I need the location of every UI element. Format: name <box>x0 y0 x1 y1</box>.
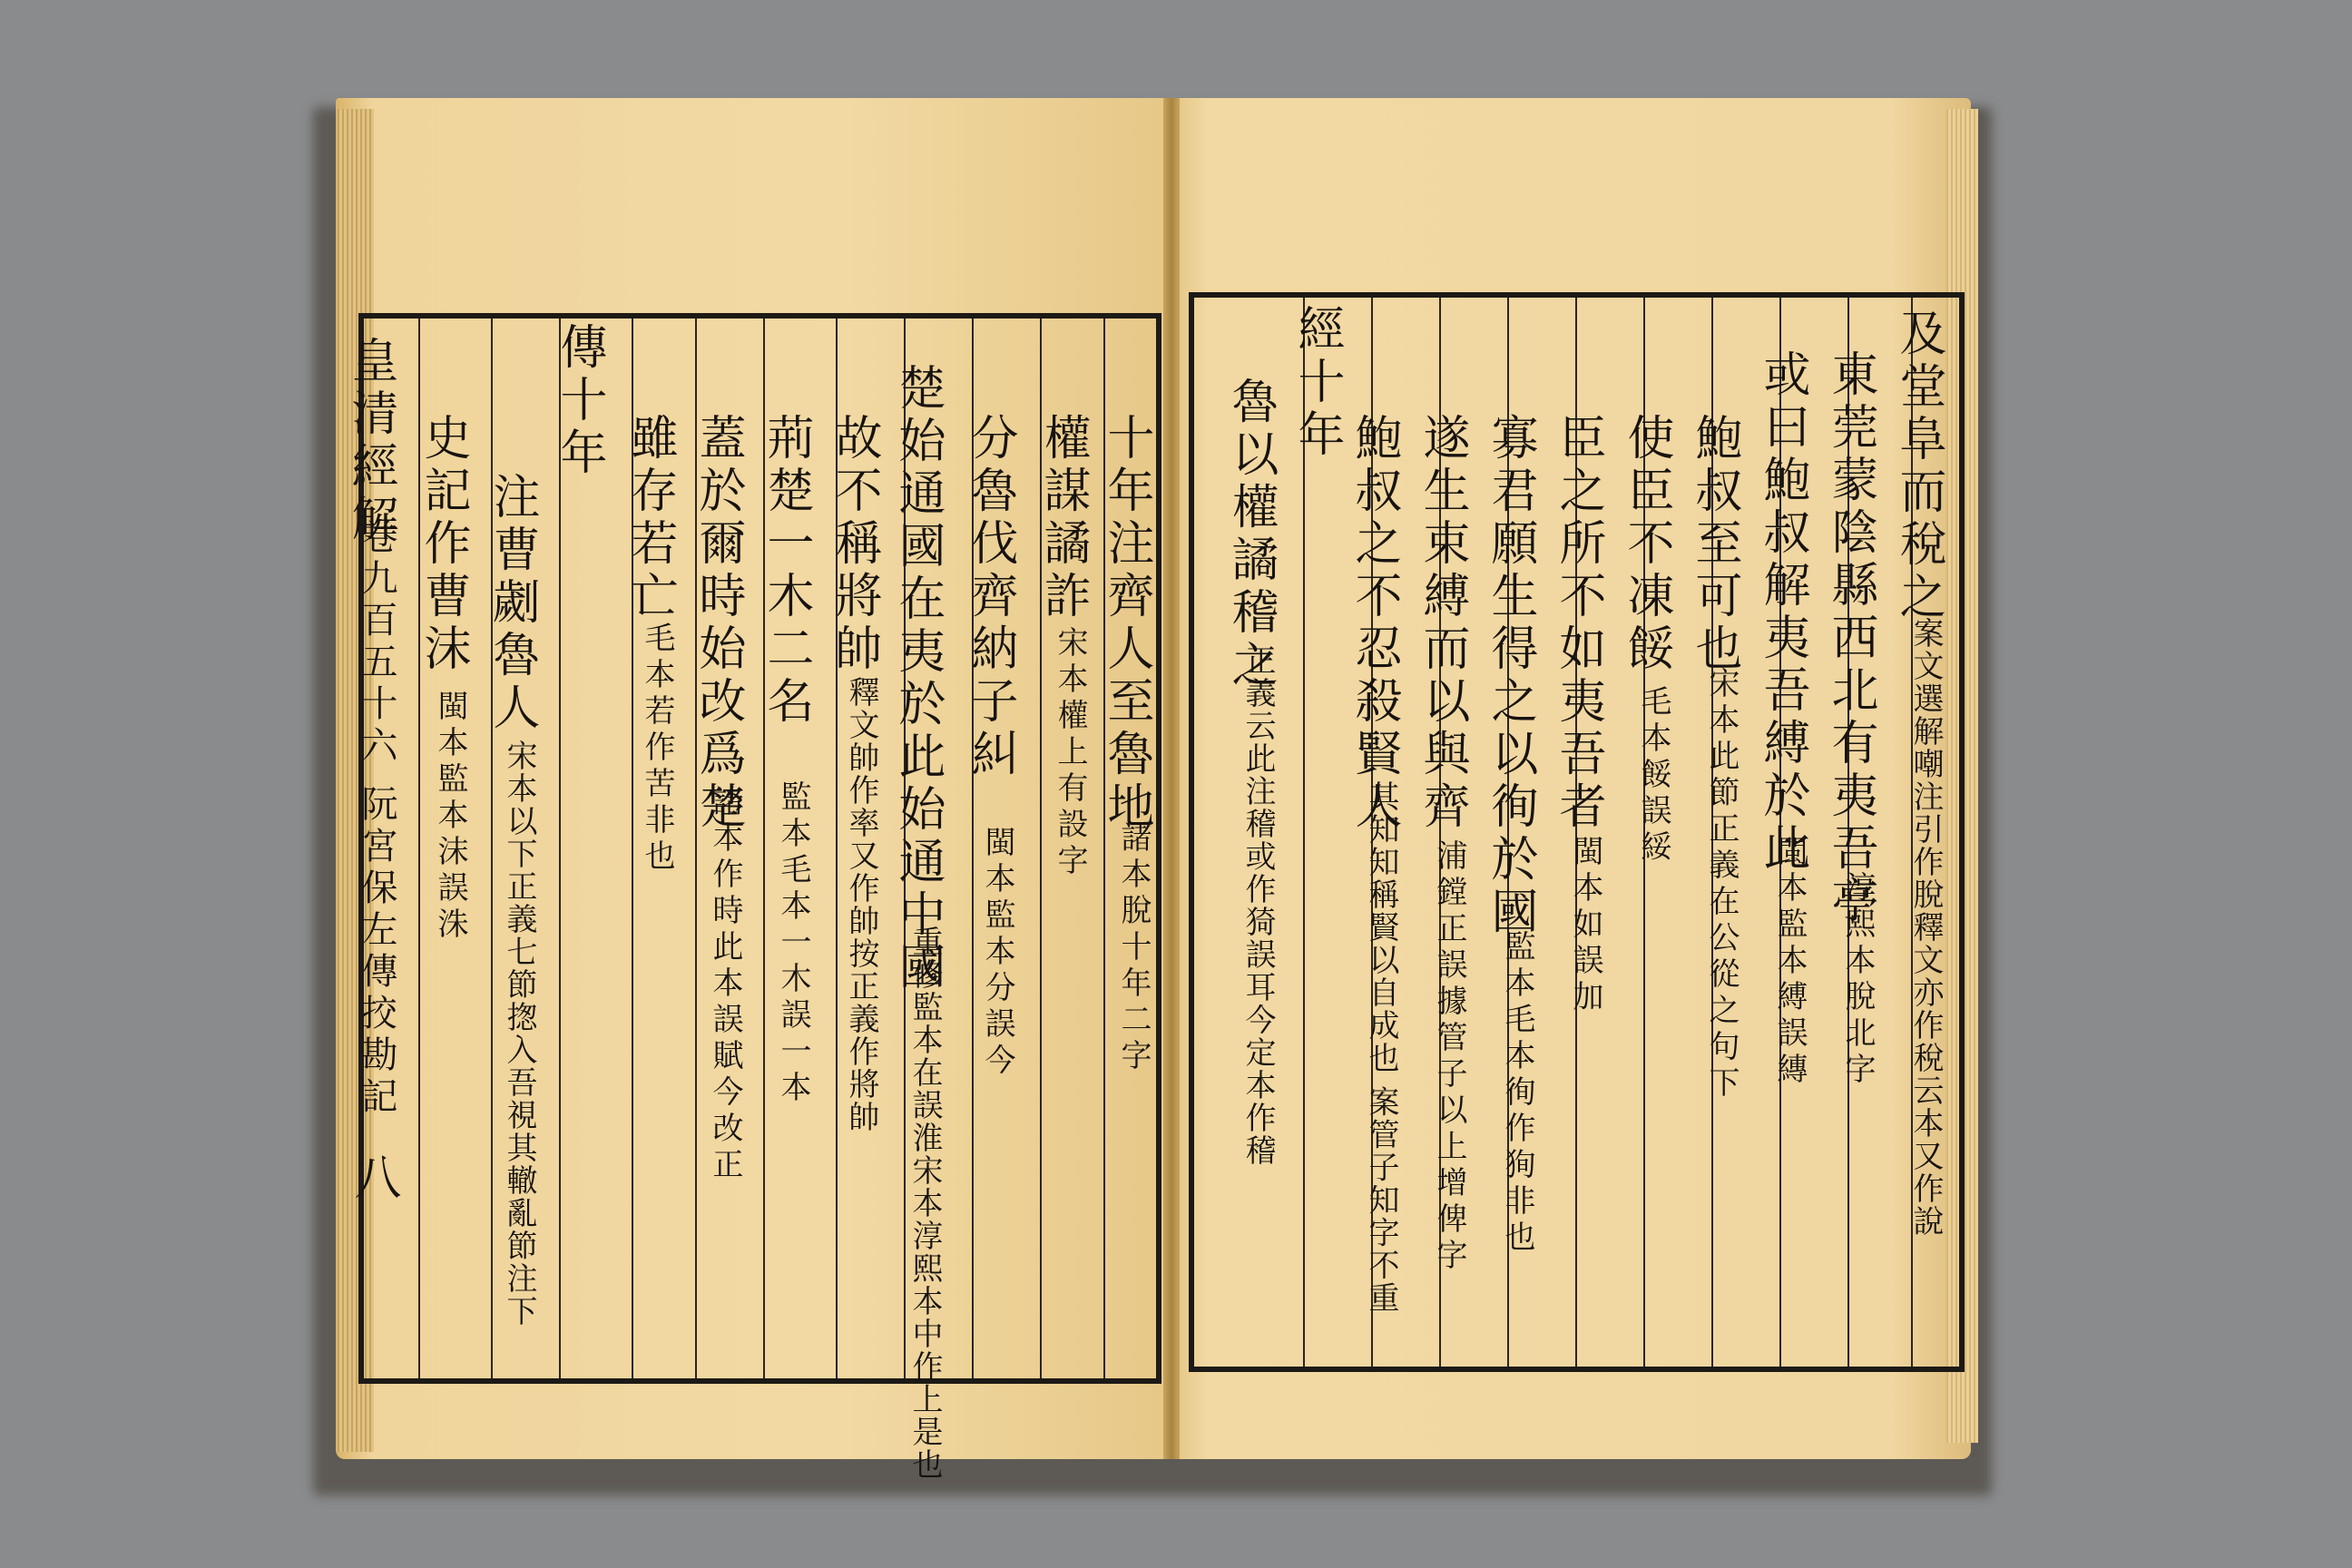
book-spine <box>1163 98 1180 1459</box>
column-main-text: 史記作曹沫 <box>416 413 470 676</box>
column-main-text: 經十年 <box>1289 304 1344 462</box>
column-main-text: 魯以權譎稽之 <box>1223 377 1278 692</box>
column-note-text: 浦鏜正誤據管子以上增俾字 <box>1431 839 1467 1275</box>
column-note-text: 釋文帥作率又作帥按正義作將帥 <box>843 676 879 1133</box>
column-note-text: 閩本監本縛誤縳 <box>1771 835 1808 1089</box>
column-note-text: 正義云此注稽或作猗誤耳今定本作稽 <box>1240 644 1276 1167</box>
column-main-text: 分魯伐齊納子糾 <box>963 413 1017 781</box>
column-note-text: 重修監本在誤淮宋本淳熙本中作上是也 <box>906 926 943 1481</box>
column-main-text: 荊楚一木二名 <box>759 413 813 729</box>
column-note-text: 毛本若作苦非也 <box>639 622 675 876</box>
column-note-text: 宋本以下正義七節揔入吾視其轍亂節注下 <box>501 740 537 1328</box>
column-main-text: 使臣不凍餒 <box>1619 413 1673 676</box>
column-main-text: 鮑叔之不忍殺賢人 <box>1347 413 1401 834</box>
column-note-text: 宋本此節正義在公從之句下 <box>1703 667 1740 1102</box>
column-main-text: 東莞蒙陰縣西北有夷吾亭 <box>1823 349 1877 928</box>
column-main-text: 及堂阜而稅之 <box>1891 309 1945 624</box>
column-note-text: 諸本脫十年二字 <box>1115 821 1152 1075</box>
column-main-text: 故不稱將帥 <box>827 413 881 676</box>
page-number: 八 <box>346 1152 400 1205</box>
column-main-text: 寡君願生得之以徇於國 <box>1483 413 1537 939</box>
column-main-text: 權謀譎詐 <box>1035 413 1090 623</box>
column-main-text: 鮑叔至可也 <box>1687 413 1741 676</box>
column-note-text: 閩本監本沫誤洙 <box>432 690 468 944</box>
column-note-text: 閩本如誤加 <box>1567 835 1603 1016</box>
column-main-text: 雖存若亡 <box>622 413 677 623</box>
column-main-text: 十年注齊人至魯地 <box>1099 413 1153 834</box>
column-note-text: 監本毛本徇作狥非也 <box>1499 930 1535 1257</box>
column-main-text: 注曹劌魯人 <box>485 472 539 735</box>
margin-title: 皇清經解 <box>343 336 397 546</box>
column-note-text: 諸本作時此本誤賦今改正 <box>707 785 743 1184</box>
column-note-text: 其知知稱賢以自成也 案管子知字不重 <box>1363 780 1399 1315</box>
column-main-text: 遂生束縛而以與齊 <box>1415 413 1469 834</box>
column-note-text: 宋本權上有設字 <box>1052 626 1088 880</box>
column-note-text: 監本毛本一木誤一本 <box>775 780 811 1107</box>
volume-line: 卷九百五十六 阮宮保左傳挍勘記 <box>356 517 397 1119</box>
column-main-text: 傳十年 <box>552 322 606 480</box>
column-note-text: 閩本監本分誤今 <box>979 826 1015 1080</box>
column-main-text: 楚始通國在夷於此始通中國 <box>890 363 945 995</box>
column-main-text: 蓋於爾時始改爲楚 <box>691 413 745 834</box>
column-main-text: 或曰鮑叔解夷吾縛於此 <box>1755 349 1809 876</box>
column-note-text: 案文選解嘲注引作脫釋文亦作稅云本又作說 <box>1907 617 1944 1238</box>
column-main-text: 臣之所不如夷吾者 <box>1551 413 1605 834</box>
column-note-text: 毛本餒誤綏 <box>1635 685 1671 867</box>
column-note-text: 淳熙本脫北字 <box>1839 871 1876 1089</box>
